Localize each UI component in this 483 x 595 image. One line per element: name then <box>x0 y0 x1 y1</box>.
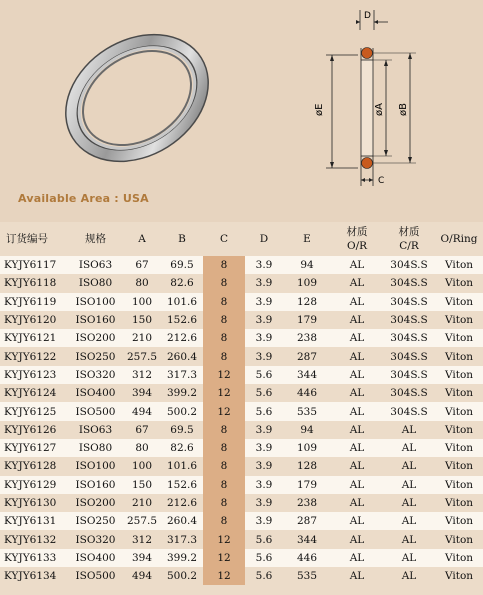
table-cell: ISO63 <box>68 421 123 439</box>
table-cell: ISO160 <box>68 311 123 329</box>
table-row <box>0 457 483 475</box>
table-row <box>0 549 483 567</box>
table-cell: ISO500 <box>68 402 123 420</box>
column-header-label: E <box>303 233 311 245</box>
table-cell: 3.9 <box>245 256 283 274</box>
dim-c-label: C <box>378 176 385 186</box>
table-cell: KYJY6118 <box>0 274 68 292</box>
table-cell: 94 <box>283 256 331 274</box>
table-cell: KYJY6128 <box>0 457 68 475</box>
table-cell: AL <box>331 549 383 567</box>
table-cell: AL <box>383 476 435 494</box>
table-cell: 152.6 <box>161 311 203 329</box>
table-cell: 5.6 <box>245 549 283 567</box>
table-cell: ISO200 <box>68 329 123 347</box>
column-header-label: 材质 <box>346 226 368 238</box>
table-cell: KYJY6117 <box>0 256 68 274</box>
table-row <box>0 402 483 420</box>
table-cell: 5.6 <box>245 530 283 548</box>
column-header-label: O/Ring <box>440 233 478 245</box>
table-cell: KYJY6132 <box>0 530 68 548</box>
table-cell: 67 <box>123 421 161 439</box>
table-cell: ISO80 <box>68 439 123 457</box>
table-cell: AL <box>331 366 383 384</box>
table-cell: 500.2 <box>161 402 203 420</box>
table-cell: 3.9 <box>245 439 283 457</box>
centering-ring-image <box>62 28 212 168</box>
table-cell: 12 <box>203 384 245 402</box>
dim-d-label: D <box>364 11 371 21</box>
table-cell: Viton <box>435 402 483 420</box>
table-cell: 80 <box>123 274 161 292</box>
table-cell: 212.6 <box>161 494 203 512</box>
table-cell: 80 <box>123 439 161 457</box>
table-cell: 304S.S <box>383 366 435 384</box>
table-cell: AL <box>383 457 435 475</box>
table-cell: 287 <box>283 347 331 365</box>
table-cell: Viton <box>435 512 483 530</box>
dim-a-label: øA <box>374 103 385 116</box>
table-cell: KYJY6120 <box>0 311 68 329</box>
table-cell: 312 <box>123 530 161 548</box>
table-cell: 100 <box>123 457 161 475</box>
table-cell: 500.2 <box>161 567 203 585</box>
table-cell: ISO500 <box>68 567 123 585</box>
table-cell: 101.6 <box>161 293 203 311</box>
table-cell: 344 <box>283 530 331 548</box>
table-cell: 8 <box>203 439 245 457</box>
table-cell: 150 <box>123 311 161 329</box>
table-cell: AL <box>331 476 383 494</box>
table-row <box>0 530 483 548</box>
table-cell: ISO80 <box>68 274 123 292</box>
table-cell: 535 <box>283 567 331 585</box>
table-cell: 12 <box>203 366 245 384</box>
table-cell: 399.2 <box>161 384 203 402</box>
table-cell: 3.9 <box>245 347 283 365</box>
table-row <box>0 366 483 384</box>
table-cell: 179 <box>283 311 331 329</box>
table-cell: AL <box>331 402 383 420</box>
table-cell: Viton <box>435 347 483 365</box>
table-cell: 8 <box>203 256 245 274</box>
table-cell: 394 <box>123 549 161 567</box>
table-cell: KYJY6126 <box>0 421 68 439</box>
table-cell: 287 <box>283 512 331 530</box>
table-cell: KYJY6127 <box>0 439 68 457</box>
table-cell: ISO200 <box>68 494 123 512</box>
column-header <box>245 222 283 256</box>
table-cell: ISO100 <box>68 293 123 311</box>
table-cell: AL <box>331 512 383 530</box>
table-cell: KYJY6121 <box>0 329 68 347</box>
table-cell: 304S.S <box>383 256 435 274</box>
table-cell: Viton <box>435 274 483 292</box>
table-cell: ISO400 <box>68 549 123 567</box>
table-cell: ISO63 <box>68 256 123 274</box>
column-header <box>123 222 161 256</box>
table-cell: 100 <box>123 293 161 311</box>
table-cell: AL <box>331 494 383 512</box>
table-cell: 5.6 <box>245 384 283 402</box>
table-row <box>0 311 483 329</box>
table-cell: 212.6 <box>161 329 203 347</box>
table-cell: 8 <box>203 329 245 347</box>
table-cell: 3.9 <box>245 494 283 512</box>
table-cell: AL <box>383 421 435 439</box>
table-cell: AL <box>383 439 435 457</box>
table-cell: AL <box>331 256 383 274</box>
table-cell: 494 <box>123 567 161 585</box>
table-cell: AL <box>331 274 383 292</box>
table-cell: 82.6 <box>161 439 203 457</box>
table-cell: 5.6 <box>245 567 283 585</box>
table-cell: 257.5 <box>123 347 161 365</box>
table-cell: 3.9 <box>245 457 283 475</box>
table-cell: 109 <box>283 439 331 457</box>
table-row <box>0 421 483 439</box>
table-row <box>0 347 483 365</box>
column-header <box>203 222 245 256</box>
table-cell: AL <box>383 567 435 585</box>
table-cell: 109 <box>283 274 331 292</box>
table-cell: Viton <box>435 439 483 457</box>
table-cell: 8 <box>203 494 245 512</box>
table-cell: Viton <box>435 293 483 311</box>
table-cell: 317.3 <box>161 530 203 548</box>
table-cell: 260.4 <box>161 347 203 365</box>
table-cell: 3.9 <box>245 274 283 292</box>
table-cell: AL <box>331 329 383 347</box>
table-cell: KYJY6125 <box>0 402 68 420</box>
table-cell: 69.5 <box>161 421 203 439</box>
table-cell: 12 <box>203 530 245 548</box>
table-cell: 238 <box>283 494 331 512</box>
dimension-diagram <box>298 8 448 190</box>
table-header-row <box>0 222 483 256</box>
table-cell: AL <box>383 494 435 512</box>
table-cell: 210 <box>123 494 161 512</box>
table-cell: 3.9 <box>245 512 283 530</box>
spec-table <box>0 222 483 585</box>
table-cell: 94 <box>283 421 331 439</box>
table-cell: AL <box>331 530 383 548</box>
table-row <box>0 293 483 311</box>
table-cell: 446 <box>283 549 331 567</box>
table-cell: AL <box>331 439 383 457</box>
table-cell: 150 <box>123 476 161 494</box>
table-cell: KYJY6124 <box>0 384 68 402</box>
table-cell: AL <box>331 347 383 365</box>
table-cell: 344 <box>283 366 331 384</box>
table-cell: AL <box>331 293 383 311</box>
table-cell: ISO250 <box>68 347 123 365</box>
table-row <box>0 439 483 457</box>
table-cell: 317.3 <box>161 366 203 384</box>
table-cell: 304S.S <box>383 293 435 311</box>
table-cell: 304S.S <box>383 274 435 292</box>
table-cell: AL <box>383 549 435 567</box>
table-cell: KYJY6133 <box>0 549 68 567</box>
table-cell: 128 <box>283 457 331 475</box>
column-header-label: A <box>138 233 146 245</box>
table-cell: 8 <box>203 274 245 292</box>
table-cell: Viton <box>435 384 483 402</box>
table-cell: 128 <box>283 293 331 311</box>
table-cell: ISO400 <box>68 384 123 402</box>
column-header <box>161 222 203 256</box>
table-cell: ISO160 <box>68 476 123 494</box>
table-cell: KYJY6130 <box>0 494 68 512</box>
table-row <box>0 494 483 512</box>
product-banner <box>0 0 483 222</box>
table-cell: 312 <box>123 366 161 384</box>
table-cell: 210 <box>123 329 161 347</box>
table-row <box>0 384 483 402</box>
table-cell: 304S.S <box>383 329 435 347</box>
table-cell: 5.6 <box>245 366 283 384</box>
table-cell: 101.6 <box>161 457 203 475</box>
table-cell: ISO320 <box>68 530 123 548</box>
column-header-label: 订货编号 <box>6 233 48 245</box>
table-cell: AL <box>331 457 383 475</box>
table-cell: 446 <box>283 384 331 402</box>
table-cell: 8 <box>203 512 245 530</box>
table-row <box>0 256 483 274</box>
table-cell: KYJY6119 <box>0 293 68 311</box>
table-cell: AL <box>331 384 383 402</box>
table-cell: AL <box>383 530 435 548</box>
table-cell: KYJY6123 <box>0 366 68 384</box>
table-row <box>0 512 483 530</box>
table-cell: 12 <box>203 549 245 567</box>
available-area-label: Available Area : USA <box>18 192 149 205</box>
table-cell: 82.6 <box>161 274 203 292</box>
column-header <box>0 222 68 256</box>
table-cell: 494 <box>123 402 161 420</box>
table-cell: 3.9 <box>245 329 283 347</box>
column-header <box>68 222 123 256</box>
table-cell: Viton <box>435 567 483 585</box>
table-cell: 304S.S <box>383 311 435 329</box>
table-cell: Viton <box>435 476 483 494</box>
column-header <box>435 222 483 256</box>
column-header <box>283 222 331 256</box>
table-cell: 8 <box>203 457 245 475</box>
column-header-sublabel: C/R <box>399 240 419 252</box>
table-cell: Viton <box>435 549 483 567</box>
table-cell: AL <box>331 421 383 439</box>
table-cell: 67 <box>123 256 161 274</box>
table-cell: KYJY6129 <box>0 476 68 494</box>
table-cell: 257.5 <box>123 512 161 530</box>
table-cell: Viton <box>435 494 483 512</box>
table-row <box>0 274 483 292</box>
table-cell: Viton <box>435 311 483 329</box>
table-cell: ISO100 <box>68 457 123 475</box>
table-row <box>0 567 483 585</box>
table-cell: 69.5 <box>161 256 203 274</box>
dim-e-label: øE <box>314 103 325 116</box>
table-cell: AL <box>331 311 383 329</box>
table-cell: 304S.S <box>383 384 435 402</box>
table-cell: ISO250 <box>68 512 123 530</box>
table-cell: 8 <box>203 293 245 311</box>
table-cell: Viton <box>435 457 483 475</box>
table-cell: 8 <box>203 347 245 365</box>
table-cell: 3.9 <box>245 476 283 494</box>
table-cell: 260.4 <box>161 512 203 530</box>
table-row <box>0 329 483 347</box>
table-cell: 238 <box>283 329 331 347</box>
table-cell: Viton <box>435 329 483 347</box>
column-header-label: B <box>178 233 186 245</box>
table-cell: 8 <box>203 476 245 494</box>
table-cell: KYJY6122 <box>0 347 68 365</box>
table-body <box>0 256 483 585</box>
table-cell: 3.9 <box>245 311 283 329</box>
table-cell: 8 <box>203 311 245 329</box>
table-cell: 179 <box>283 476 331 494</box>
table-cell: 304S.S <box>383 402 435 420</box>
column-header-sublabel: O/R <box>346 240 368 252</box>
table-cell: Viton <box>435 421 483 439</box>
table-cell: KYJY6131 <box>0 512 68 530</box>
table-cell: 152.6 <box>161 476 203 494</box>
table-cell: 394 <box>123 384 161 402</box>
table-cell: 12 <box>203 567 245 585</box>
table-cell: 5.6 <box>245 402 283 420</box>
table-cell: 3.9 <box>245 293 283 311</box>
table-cell: 12 <box>203 402 245 420</box>
dim-b-label: øB <box>398 103 409 116</box>
column-header <box>331 222 383 256</box>
table-row <box>0 476 483 494</box>
column-header-label: C <box>219 233 229 245</box>
table-cell: Viton <box>435 366 483 384</box>
table-cell: Viton <box>435 256 483 274</box>
table-cell: 399.2 <box>161 549 203 567</box>
table-cell: ISO320 <box>68 366 123 384</box>
column-header-label: D <box>259 233 269 245</box>
table-cell: KYJY6134 <box>0 567 68 585</box>
column-header-label: 规格 <box>85 233 106 245</box>
table-cell: 535 <box>283 402 331 420</box>
table-cell: Viton <box>435 530 483 548</box>
column-header-label: 材质 <box>398 226 420 238</box>
table-cell: 3.9 <box>245 421 283 439</box>
table-cell: 304S.S <box>383 347 435 365</box>
table-cell: AL <box>331 567 383 585</box>
table-cell: AL <box>383 512 435 530</box>
table-cell: 8 <box>203 421 245 439</box>
column-header <box>383 222 435 256</box>
